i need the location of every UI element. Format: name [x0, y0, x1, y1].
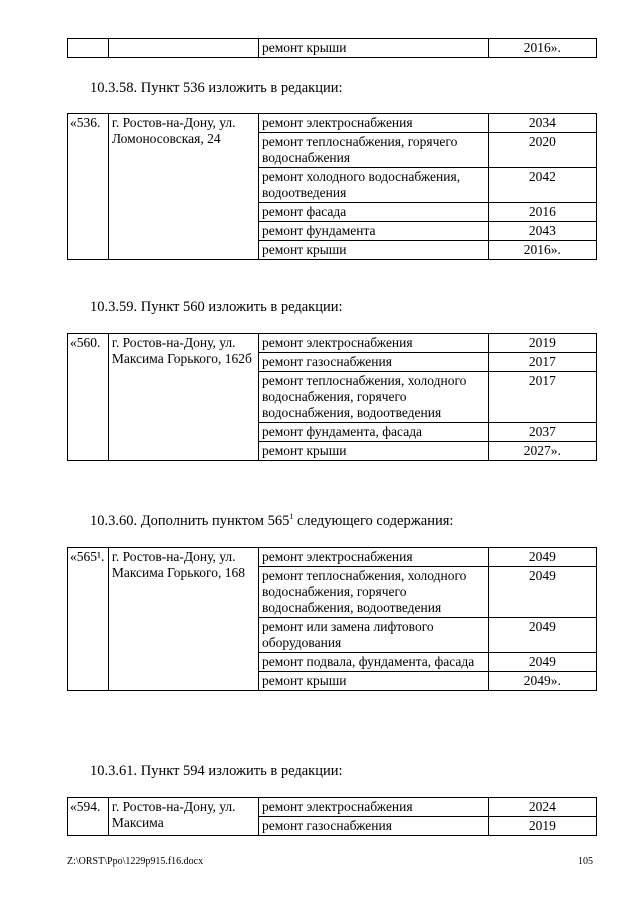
year-cell: 2016». [488, 39, 596, 58]
table-row [68, 114, 597, 133]
address-cell: г. Ростов-на-Дону, ул. Ломоносовская, 24 [108, 114, 258, 260]
year-cell: 2016». [488, 241, 596, 260]
work-type-cell: ремонт фундамента, фасада [258, 423, 488, 442]
table-row [68, 798, 597, 817]
year-cell: 2043 [488, 222, 596, 241]
table-item-536 [67, 113, 597, 260]
table-row [68, 548, 597, 567]
work-type-cell: ремонт фундамента [258, 222, 488, 241]
work-type-cell: ремонт электроснабжения [258, 114, 488, 133]
table-item-560 [67, 333, 597, 461]
year-cell: 2049 [488, 567, 596, 618]
address-cell [108, 39, 258, 58]
work-type-cell: ремонт фасада [258, 203, 488, 222]
year-cell: 2049». [488, 672, 596, 691]
paragraph-10-3-58: 10.3.58. Пункт 536 изложить в редакции: [90, 80, 343, 96]
table-item-565-1 [67, 547, 597, 691]
work-type-cell: ремонт подвала, фундамента, фасада [258, 653, 488, 672]
paragraph-text: следующего содержания: [293, 513, 454, 529]
footer-file-path: Z:\ORST\Ppo\1229p915.f16.docx [67, 856, 204, 867]
year-cell: 2027». [488, 442, 596, 461]
work-type-cell: ремонт электроснабжения [258, 798, 488, 817]
work-type-cell: ремонт крыши [258, 39, 488, 58]
address-cell: г. Ростов-на-Дону, ул. Максима Горького, 168 [108, 548, 258, 691]
work-type-cell: ремонт крыши [258, 442, 488, 461]
year-cell: 2024 [488, 798, 596, 817]
year-cell: 2019 [488, 334, 596, 353]
item-number: «565¹. [68, 548, 109, 691]
address-cell: г. Ростов-на-Дону, ул. Максима Горького, 162б [108, 334, 258, 461]
paragraph-10-3-59: 10.3.59. Пункт 560 изложить в редакции: [90, 299, 343, 315]
address-cell: г. Ростов-на-Дону, ул. Максима [108, 798, 258, 836]
table-continuation [67, 38, 597, 58]
year-cell: 2037 [488, 423, 596, 442]
paragraph-10-3-61: 10.3.61. Пункт 594 изложить в редакции: [90, 763, 343, 779]
work-type-cell: ремонт крыши [258, 672, 488, 691]
year-cell: 2020 [488, 133, 596, 168]
paragraph-text: 10.3.60. Дополнить пунктом 565 [90, 513, 290, 529]
item-number: «560. [68, 334, 109, 461]
work-type-cell: ремонт теплоснабжения, горячего водоснабжения [258, 133, 488, 168]
work-type-cell: ремонт теплоснабжения, холодного водоснабжения, горячего водоснабжения, водоотведения [258, 567, 488, 618]
work-type-cell: ремонт или замена лифтового оборудования [258, 618, 488, 653]
work-type-cell: ремонт электроснабжения [258, 548, 488, 567]
work-type-cell: ремонт крыши [258, 241, 488, 260]
year-cell: 2042 [488, 168, 596, 203]
year-cell: 2016 [488, 203, 596, 222]
table-item-594 [67, 797, 597, 836]
table-row [68, 334, 597, 353]
year-cell: 2019 [488, 817, 596, 836]
item-number: «536. [68, 114, 109, 260]
year-cell: 2034 [488, 114, 596, 133]
year-cell: 2017 [488, 372, 596, 423]
item-number [68, 39, 109, 58]
work-type-cell: ремонт теплоснабжения, холодного водоснабжения, горячего водоснабжения, водоотведения [258, 372, 488, 423]
item-number: «594. [68, 798, 109, 836]
table-row [68, 39, 597, 58]
year-cell: 2049 [488, 548, 596, 567]
work-type-cell: ремонт холодного водоснабжения, водоотведения [258, 168, 488, 203]
year-cell: 2017 [488, 353, 596, 372]
year-cell: 2049 [488, 618, 596, 653]
work-type-cell: ремонт газоснабжения [258, 353, 488, 372]
year-cell: 2049 [488, 653, 596, 672]
paragraph-10-3-60 [90, 513, 453, 530]
work-type-cell: ремонт электроснабжения [258, 334, 488, 353]
page-number: 105 [578, 856, 593, 867]
work-type-cell: ремонт газоснабжения [258, 817, 488, 836]
superscript: 1 [289, 512, 294, 522]
